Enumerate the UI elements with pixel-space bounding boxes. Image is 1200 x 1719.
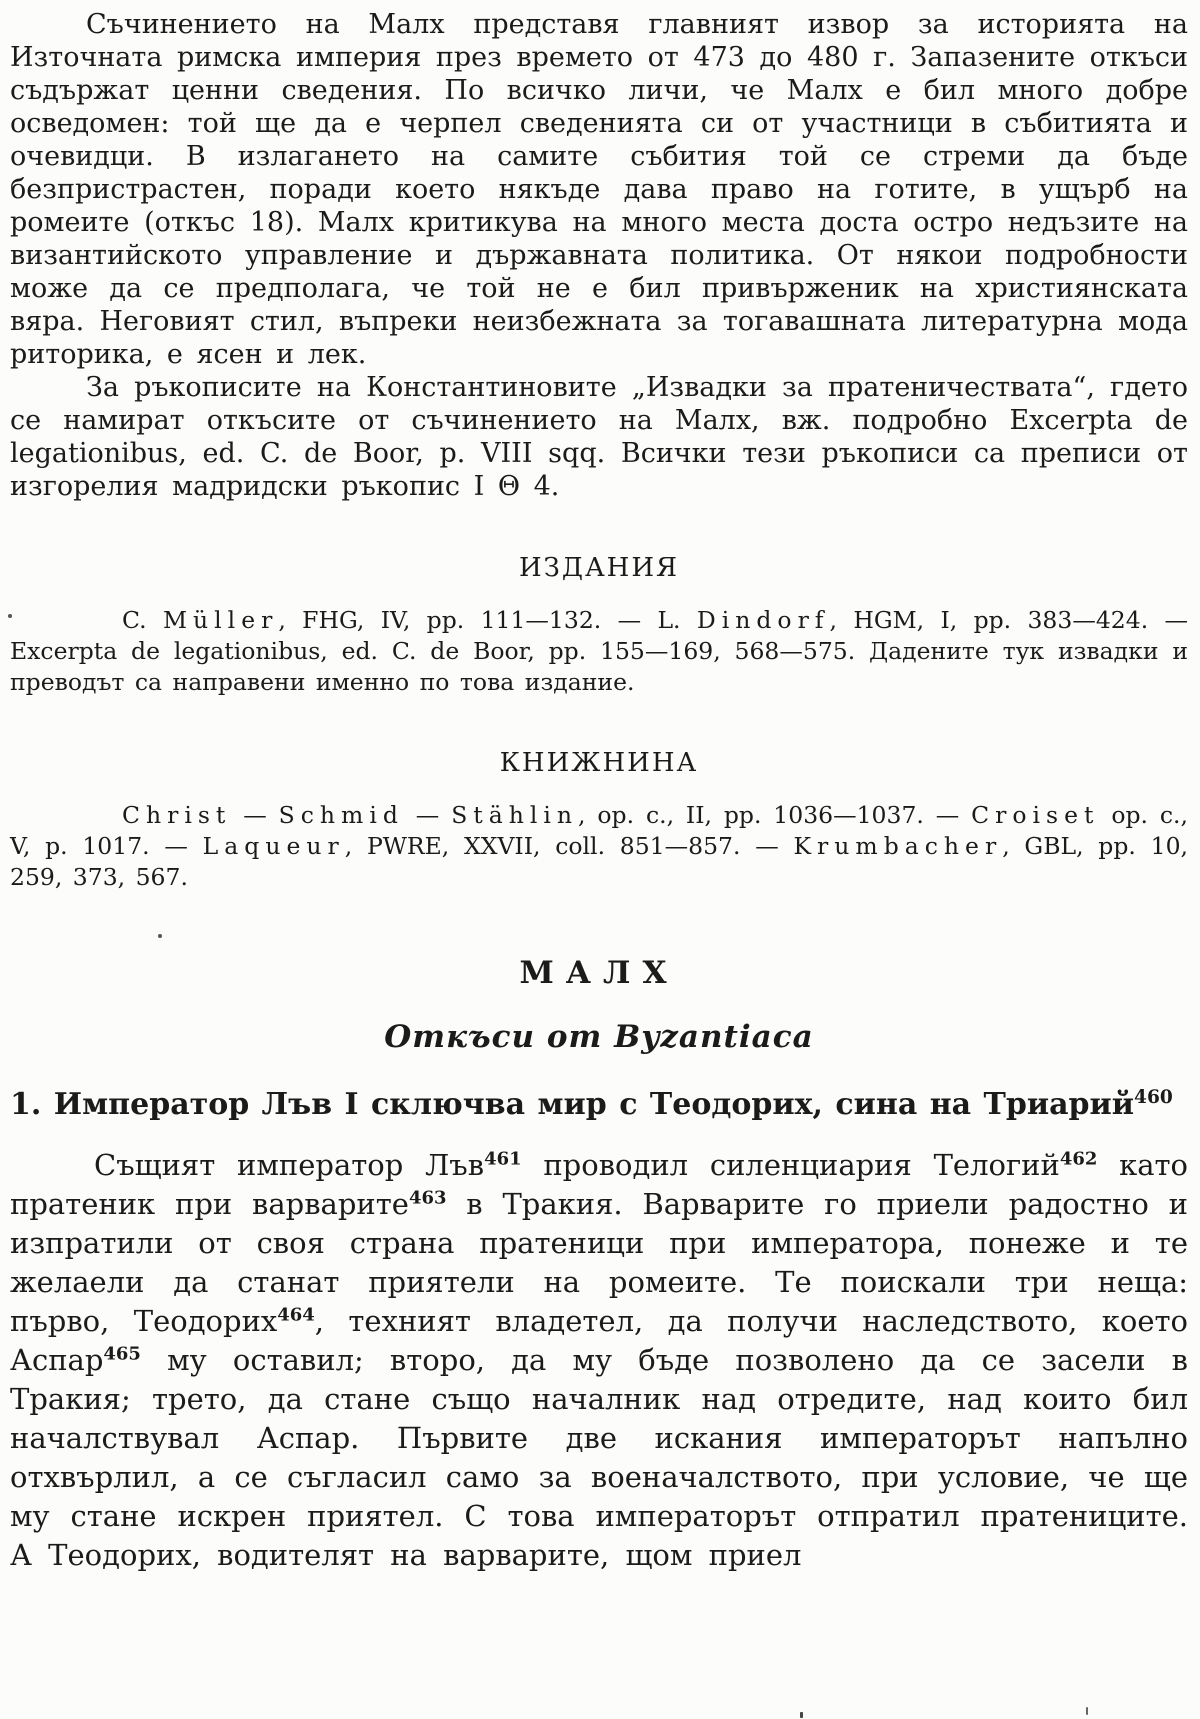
scan-speck <box>158 934 162 938</box>
intro-paragraph-1: Съчинението на Малх представя главният извор за историята на Източната римска империя през времето от 473 до 480 г. Запазените откъси съдържат ценни сведения. По всичко личи, че Малх е бил много добре осведомен: той ще да е черпел сведенията си от участници в събитията и очевидци. В излагането на самите събития той се стреми да бъде безпристрастен, поради което някъде дава право на готите, в ущърб на ромеите (откъс 18). Малх критикува на много места доста остро недъзите на византийското управление и държавната политика. От някои подробности може да се предполага, че той не е бил привърженик на християнската вяра. Неговият стил, въпреки неизбежната за тогавашната литературна мода риторика, е ясен и лек. <box>10 9 1188 370</box>
malchus-title: МАЛХ <box>519 955 679 991</box>
scan-speck <box>800 1712 803 1718</box>
scan-speck <box>1086 1707 1088 1715</box>
scan-speck <box>8 614 12 618</box>
editions-body: C. Müller, FHG, IV, pp. 111—132. — L. Dindorf, HGM, I, pp. 383—424. — Excerpta de legationibus, ed. C. de Boor, pp. 155—169, 568—575. Дадените тук извадки и преводът са направени именно по това издание. <box>10 606 1189 696</box>
section-1-body: Същият император Лъв$^{461}$ проводил силенциария Телогий$^{462}$ като пратеник при варварите$^{463}$ в Тракия. Варварите го приели радостно и изпратили от своя страна пратеници при императора, понеже и те желаели да станат приятели на ромеите. Те поискали три неща: първо, Теодорих$^{464}$, техният владетел, да получи наследството, което Аспар$^{465}$ му оставил; второ, да му бъде позволено да се засели в Тракия; трето, да стане също началник над отредите, над които бил началствувал Аспар. Първите две искания императорът напълно отхвърлил, а се съгласил само за военачалството, при условие, че ще му стане искрен приятел. С това императорът отпратил пратениците. А Теодорих, водителят на варварите, щом приел <box>10 1148 1189 1572</box>
malchus-subtitle: Откъси от Byzantiaca <box>384 1019 814 1055</box>
literature-body: Christ — Schmid — Stählin, op. c., II, pp. 1036—1037. — Croiset op. c., V, p. 1017. — Laqueur, PWRE, XXVII, coll. 851—857. — Krumbacher, GBL, pp. 10, 259, 373, 567. <box>10 801 1188 891</box>
literature-heading: КНИЖНИНА <box>499 748 699 778</box>
editions-heading: ИЗДАНИЯ <box>518 553 680 583</box>
intro-paragraph-2: За ръкописите на Константиновите „Извадки за пратеничествата“, гдето се намират откъсите от съчинението на Малх, вж. подробно Excerpta de legationibus, ed. C. de Boor, p. VIII sqq. Всички тези ръкописи са преписи от изгорелия мадридски ръкопис I Θ 4. <box>10 372 1188 502</box>
section-1-heading: 1. Император Лъв I сключва мир с Теодорих, сина на Триарий$^{460}$ <box>10 1087 1173 1122</box>
